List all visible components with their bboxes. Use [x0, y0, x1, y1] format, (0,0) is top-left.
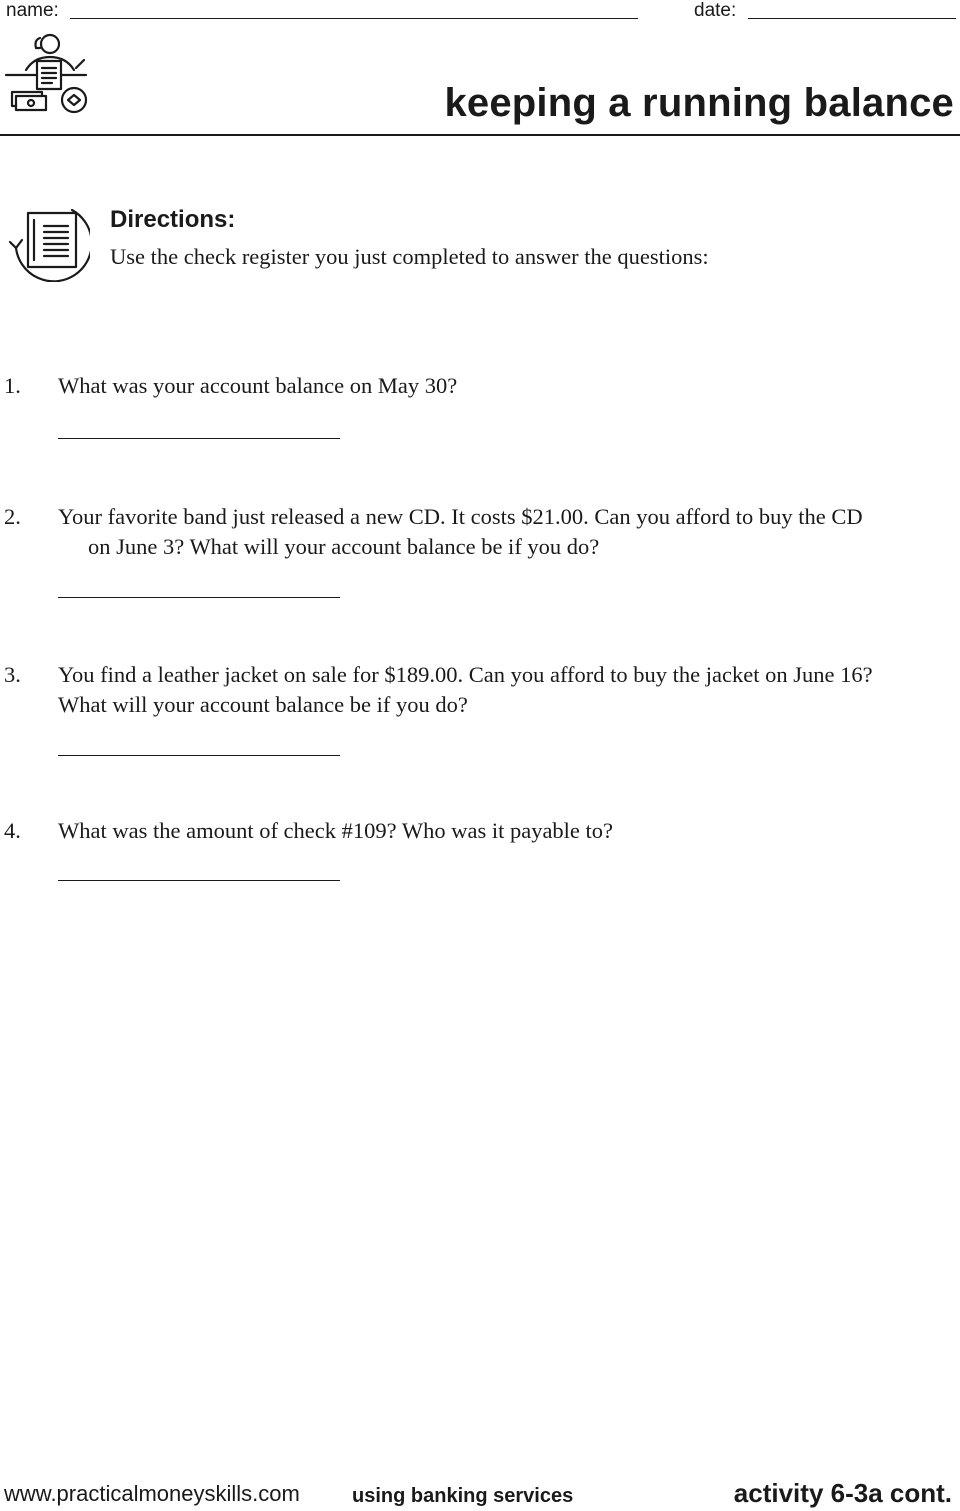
header-divider — [0, 134, 960, 136]
question-2-number: 2. — [4, 504, 21, 529]
answer-line-2[interactable] — [58, 597, 340, 598]
answer-line-3[interactable] — [58, 755, 340, 756]
name-label: name: — [6, 0, 59, 21]
name-field[interactable] — [70, 18, 638, 19]
answer-line-1[interactable] — [58, 438, 340, 439]
footer-unit: using banking services — [352, 1485, 574, 1507]
question-4-text: What was the amount of check #109? Who was it payable to? — [58, 818, 614, 843]
question-2-text-line-2: on June 3? What will your account balance be if you do? — [88, 534, 600, 559]
clipboard-icon — [6, 198, 90, 282]
date-field[interactable] — [748, 18, 956, 19]
directions-text: Use the check register you just completed to answer the questions: — [110, 244, 709, 269]
question-3-text-line-1: You find a leather jacket on sale for $189.00. Can you afford to buy the jacket on June 16? — [58, 662, 873, 687]
question-1-number: 1. — [4, 373, 21, 398]
question-4-number: 4. — [4, 818, 21, 843]
question-3-number: 3. — [4, 662, 21, 687]
answer-line-4[interactable] — [58, 880, 340, 881]
footer-website: www.practicalmoneyskills.com — [4, 1481, 300, 1506]
date-label: date: — [694, 0, 737, 21]
student-at-desk-icon — [4, 30, 88, 118]
question-2-text-line-1: Your favorite band just released a new CD. It costs $21.00. Can you afford to buy the CD — [58, 504, 863, 529]
footer-activity: activity 6-3a cont. — [733, 1478, 952, 1508]
directions-title: Directions: — [110, 206, 236, 233]
question-1-text: What was your account balance on May 30? — [58, 373, 458, 398]
question-3-text-line-2: What will your account balance be if you do? — [58, 692, 468, 717]
page-title: keeping a running balance — [444, 81, 954, 125]
